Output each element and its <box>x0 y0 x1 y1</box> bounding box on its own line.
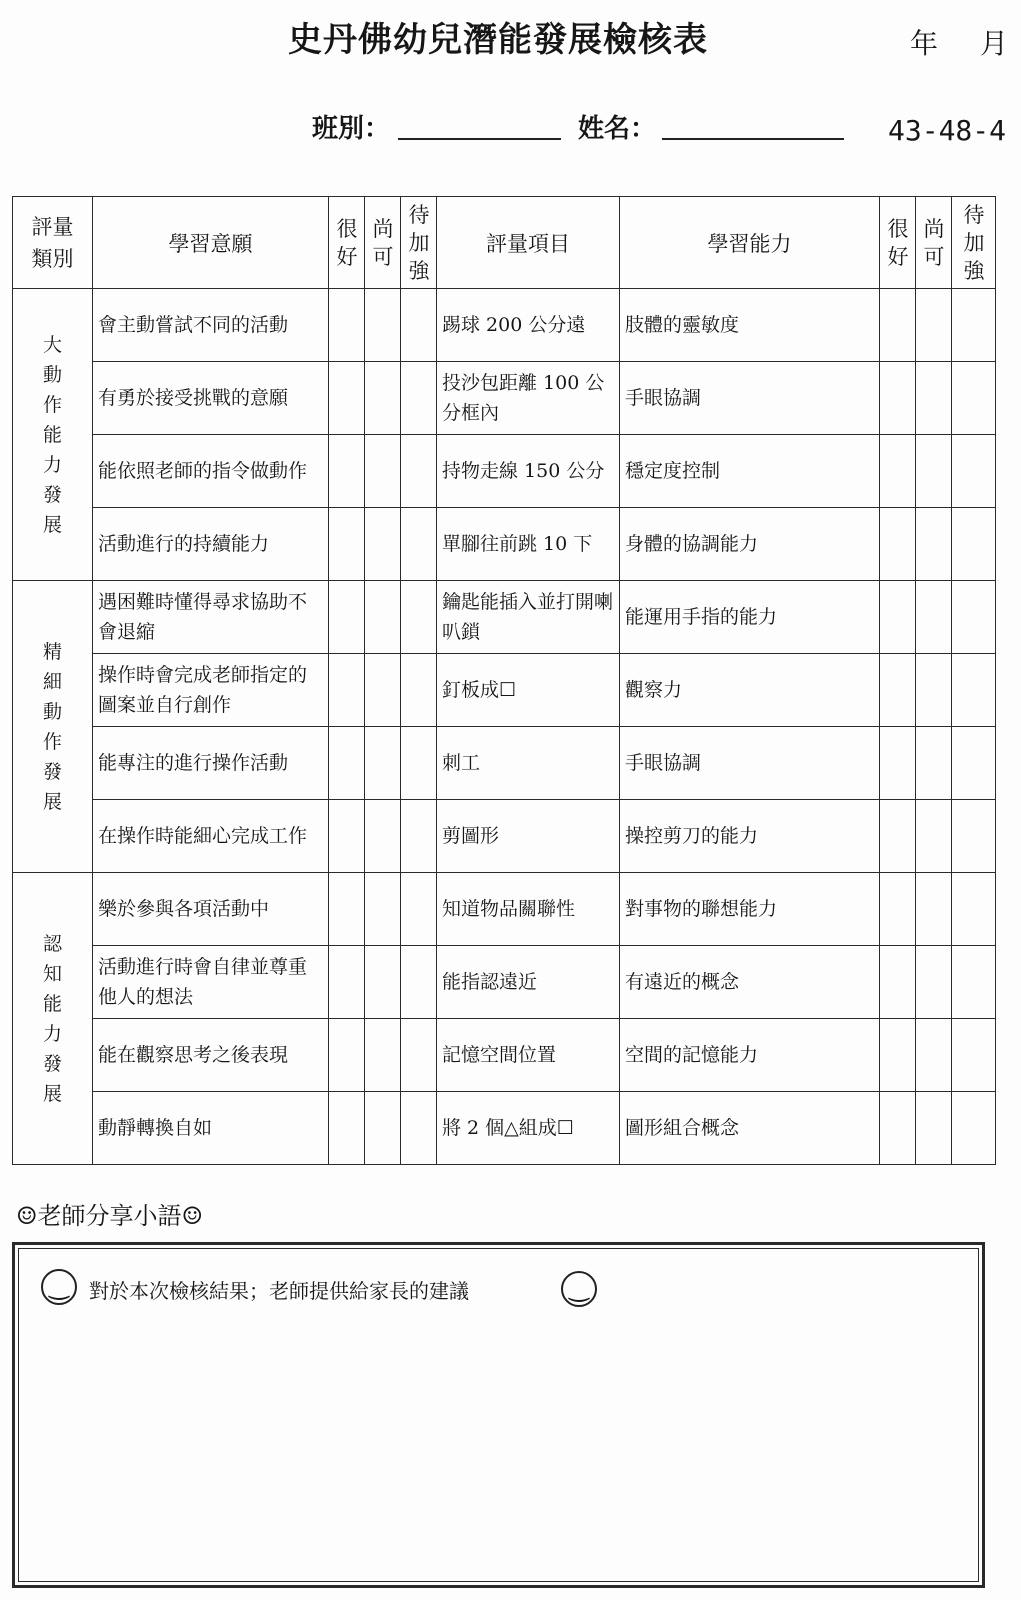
ability-cell: 空間的記憶能力 <box>620 1019 880 1092</box>
rating-checkbox[interactable] <box>365 1092 401 1165</box>
rating-checkbox[interactable] <box>952 508 996 581</box>
ability-cell: 穩定度控制 <box>620 435 880 508</box>
rating-checkbox[interactable] <box>916 800 952 873</box>
teacher-comment-prompt: 對於本次檢核結果；老師提供給家長的建議 <box>89 1279 469 1303</box>
item-cell: 釘板成☐ <box>437 654 620 727</box>
rating-checkbox[interactable] <box>329 946 365 1019</box>
rating-checkbox[interactable] <box>329 508 365 581</box>
header-item: 評量項目 <box>437 197 620 289</box>
rating-checkbox[interactable] <box>916 873 952 946</box>
teacher-share-heading: ☺老師分享小語☺ <box>16 1202 204 1230</box>
header-category: 評量類別 <box>13 197 93 289</box>
rating-checkbox[interactable] <box>880 581 916 654</box>
willingness-cell: 有勇於接受挑戰的意願 <box>93 362 329 435</box>
rating-checkbox[interactable] <box>952 873 996 946</box>
rating-checkbox[interactable] <box>329 873 365 946</box>
name-label: 姓名： <box>578 114 657 144</box>
rating-checkbox[interactable] <box>401 289 437 362</box>
class-label: 班別： <box>312 114 391 144</box>
rating-checkbox[interactable] <box>880 289 916 362</box>
rating-checkbox[interactable] <box>880 508 916 581</box>
rating-checkbox[interactable] <box>401 508 437 581</box>
ability-cell: 操控剪刀的能力 <box>620 800 880 873</box>
rating-checkbox[interactable] <box>401 362 437 435</box>
assessment-table <box>12 196 996 1165</box>
header-willingness: 學習意願 <box>93 197 329 289</box>
rating-checkbox[interactable] <box>916 1019 952 1092</box>
rating-checkbox[interactable] <box>916 289 952 362</box>
rating-checkbox[interactable] <box>329 581 365 654</box>
item-cell: 單腳往前跳 10 下 <box>437 508 620 581</box>
rating-checkbox[interactable] <box>401 727 437 800</box>
table-row <box>13 800 996 873</box>
ability-cell: 肢體的靈敏度 <box>620 289 880 362</box>
rating-checkbox[interactable] <box>329 289 365 362</box>
rating-checkbox[interactable] <box>916 362 952 435</box>
table-row <box>13 654 996 727</box>
willingness-cell: 操作時會完成老師指定的圖案並自行創作 <box>93 654 329 727</box>
rating-checkbox[interactable] <box>952 435 996 508</box>
rating-checkbox[interactable] <box>952 800 996 873</box>
ability-cell: 手眼協調 <box>620 362 880 435</box>
rating-checkbox[interactable] <box>365 581 401 654</box>
table-row <box>13 873 996 946</box>
teacher-comment-box[interactable] <box>12 1242 985 1588</box>
willingness-cell: 動靜轉換自如 <box>93 1092 329 1165</box>
rating-checkbox[interactable] <box>401 581 437 654</box>
month-label: 月 <box>980 27 1009 60</box>
willingness-cell: 活動進行的持續能力 <box>93 508 329 581</box>
rating-checkbox[interactable] <box>365 362 401 435</box>
rating-checkbox[interactable] <box>365 727 401 800</box>
rating-checkbox[interactable] <box>365 654 401 727</box>
teacher-comment-area[interactable] <box>18 1248 979 1582</box>
rating-checkbox[interactable] <box>916 581 952 654</box>
rating-checkbox[interactable] <box>880 654 916 727</box>
rating-checkbox[interactable] <box>952 289 996 362</box>
rating-checkbox[interactable] <box>401 654 437 727</box>
rating-checkbox[interactable] <box>952 1092 996 1165</box>
rating-checkbox[interactable] <box>365 289 401 362</box>
item-cell: 記憶空間位置 <box>437 1019 620 1092</box>
table-row <box>13 946 996 1019</box>
rating-checkbox[interactable] <box>880 873 916 946</box>
rating-checkbox[interactable] <box>401 1092 437 1165</box>
header-very-good: 很好 <box>880 197 916 289</box>
item-cell: 鑰匙能插入並打開喇叭鎖 <box>437 581 620 654</box>
header-ability: 學習能力 <box>620 197 880 289</box>
willingness-cell: 遇困難時懂得尋求協助不會退縮 <box>93 581 329 654</box>
rating-checkbox[interactable] <box>365 508 401 581</box>
form-code: 43-48-4 <box>888 114 1007 147</box>
year-label: 年 <box>910 27 939 60</box>
table-row <box>13 508 996 581</box>
page-title: 史丹佛幼兒潛能發展檢核表 <box>288 20 708 60</box>
header-very-good: 很好 <box>329 197 365 289</box>
rating-checkbox[interactable] <box>880 946 916 1019</box>
rating-checkbox[interactable] <box>916 1092 952 1165</box>
category-cell: 精細動作發展 <box>13 581 93 873</box>
rating-checkbox[interactable] <box>329 727 365 800</box>
table-row <box>13 727 996 800</box>
willingness-cell: 能依照老師的指令做動作 <box>93 435 329 508</box>
table-row <box>13 362 996 435</box>
rating-checkbox[interactable] <box>365 946 401 1019</box>
rating-checkbox[interactable] <box>329 1019 365 1092</box>
rating-checkbox[interactable] <box>365 873 401 946</box>
willingness-cell: 活動進行時會自律並尊重他人的想法 <box>93 946 329 1019</box>
item-cell: 踢球 200 公分遠 <box>437 289 620 362</box>
name-field[interactable] <box>662 138 844 140</box>
rating-checkbox[interactable] <box>329 800 365 873</box>
rating-checkbox[interactable] <box>880 1019 916 1092</box>
willingness-cell: 在操作時能細心完成工作 <box>93 800 329 873</box>
category-cell: 認知能力發展 <box>13 873 93 1165</box>
item-cell: 持物走線 150 公分 <box>437 435 620 508</box>
table-row <box>13 435 996 508</box>
rating-checkbox[interactable] <box>365 435 401 508</box>
rating-checkbox[interactable] <box>952 946 996 1019</box>
rating-checkbox[interactable] <box>952 1019 996 1092</box>
rating-checkbox[interactable] <box>880 800 916 873</box>
rating-checkbox[interactable] <box>880 362 916 435</box>
rating-checkbox[interactable] <box>916 508 952 581</box>
rating-checkbox[interactable] <box>952 362 996 435</box>
rating-checkbox[interactable] <box>401 1019 437 1092</box>
header-fair: 尚可 <box>365 197 401 289</box>
rating-checkbox[interactable] <box>916 727 952 800</box>
rating-checkbox[interactable] <box>880 1092 916 1165</box>
item-cell: 剪圖形 <box>437 800 620 873</box>
table-row <box>13 289 996 362</box>
willingness-cell: 會主動嘗試不同的活動 <box>93 289 329 362</box>
smiley-face-icon: ‿ <box>561 1271 597 1307</box>
rating-checkbox[interactable] <box>952 654 996 727</box>
item-cell: 刺工 <box>437 727 620 800</box>
item-cell: 能指認遠近 <box>437 946 620 1019</box>
willingness-cell: 能專注的進行操作活動 <box>93 727 329 800</box>
item-cell: 將 2 個△組成☐ <box>437 1092 620 1165</box>
rating-checkbox[interactable] <box>916 654 952 727</box>
table-row <box>13 1092 996 1165</box>
rating-checkbox[interactable] <box>880 727 916 800</box>
header-needs-work: 待加強 <box>952 197 996 289</box>
ability-cell: 手眼協調 <box>620 727 880 800</box>
item-cell: 知道物品關聯性 <box>437 873 620 946</box>
table-row <box>13 1019 996 1092</box>
ability-cell: 有遠近的概念 <box>620 946 880 1019</box>
table-row <box>13 581 996 654</box>
rating-checkbox[interactable] <box>329 654 365 727</box>
rating-checkbox[interactable] <box>401 946 437 1019</box>
ability-cell: 觀察力 <box>620 654 880 727</box>
rating-checkbox[interactable] <box>329 435 365 508</box>
rating-checkbox[interactable] <box>880 435 916 508</box>
header-needs-work: 待加強 <box>401 197 437 289</box>
rating-checkbox[interactable] <box>952 581 996 654</box>
ability-cell: 對事物的聯想能力 <box>620 873 880 946</box>
category-cell: 大動作能力發展 <box>13 289 93 581</box>
rating-checkbox[interactable] <box>401 435 437 508</box>
rating-checkbox[interactable] <box>329 1092 365 1165</box>
ability-cell: 能運用手指的能力 <box>620 581 880 654</box>
rating-checkbox[interactable] <box>329 362 365 435</box>
item-cell: 投沙包距離 100 公分框內 <box>437 362 620 435</box>
rating-checkbox[interactable] <box>916 946 952 1019</box>
header-fair: 尚可 <box>916 197 952 289</box>
smiley-face-icon: ‿ <box>41 1269 77 1305</box>
willingness-cell: 能在觀察思考之後表現 <box>93 1019 329 1092</box>
rating-checkbox[interactable] <box>401 873 437 946</box>
ability-cell: 身體的協調能力 <box>620 508 880 581</box>
class-field[interactable] <box>398 138 561 140</box>
willingness-cell: 樂於參與各項活動中 <box>93 873 329 946</box>
rating-checkbox[interactable] <box>952 727 996 800</box>
ability-cell: 圖形組合概念 <box>620 1092 880 1165</box>
rating-checkbox[interactable] <box>401 800 437 873</box>
rating-checkbox[interactable] <box>365 800 401 873</box>
rating-checkbox[interactable] <box>916 435 952 508</box>
rating-checkbox[interactable] <box>365 1019 401 1092</box>
